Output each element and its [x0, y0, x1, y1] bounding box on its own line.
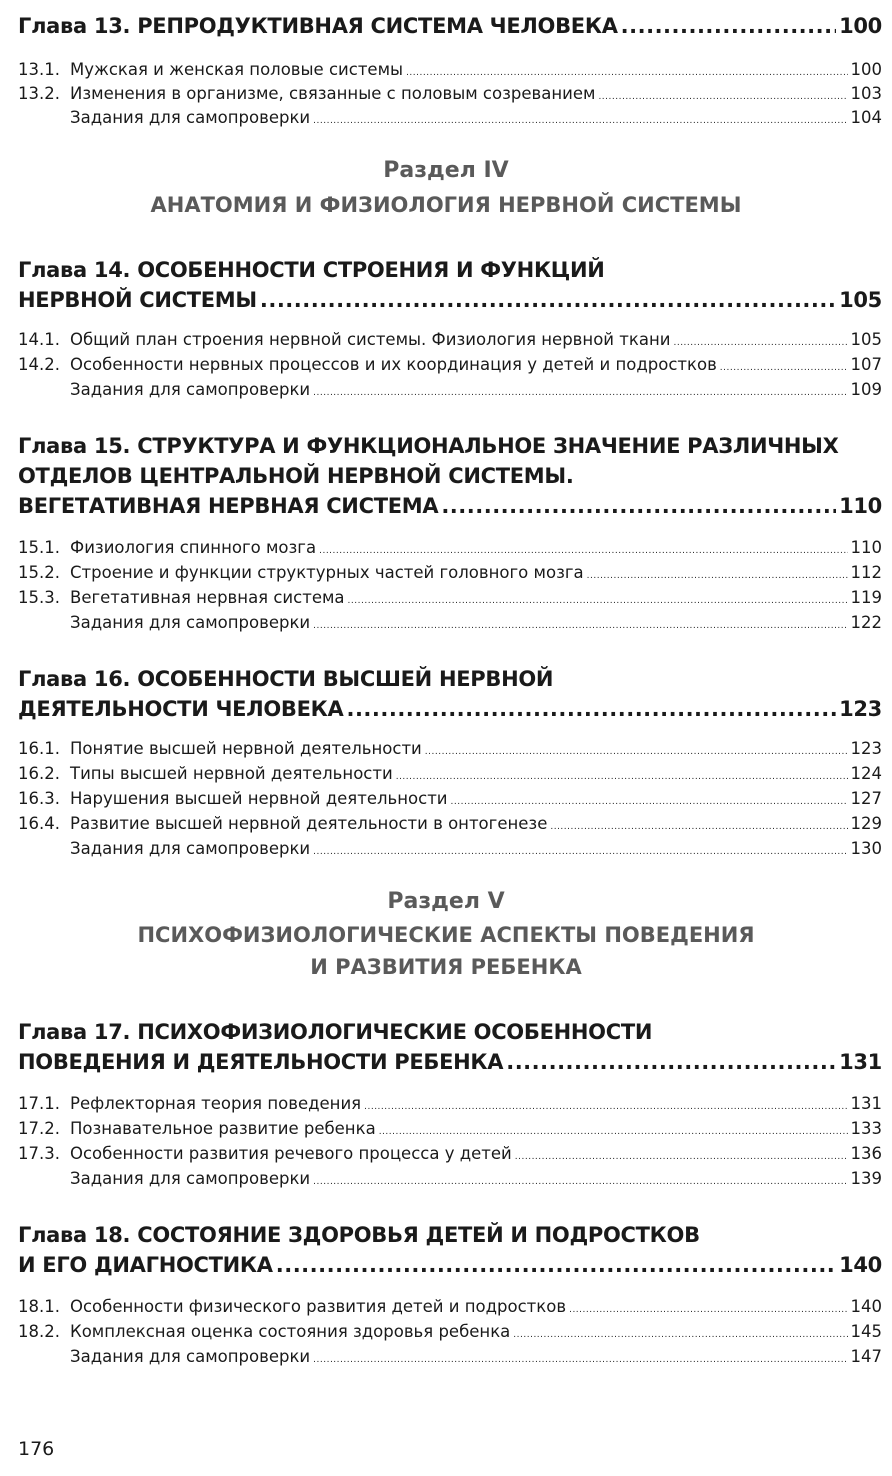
chapter-page: 131	[839, 1050, 882, 1074]
entry-number: 17.3.	[18, 1144, 60, 1163]
entry-page: 122	[850, 613, 882, 632]
entry-page: 136	[850, 1144, 882, 1163]
dot-leader	[506, 1050, 836, 1074]
chapter-title: ДЕЯТЕЛЬНОСТИ ЧЕЛОВЕКА	[18, 697, 344, 721]
dot-leader	[598, 92, 847, 102]
dot-leader	[396, 772, 848, 782]
entry-number: 17.2.	[18, 1119, 60, 1138]
entry-page: 123	[850, 739, 882, 758]
entry-title: Особенности развития речевого процесса у детей	[70, 1144, 512, 1163]
entry-page: 119	[850, 588, 882, 607]
entry-title: Физиология спинного мозга	[70, 538, 317, 557]
entry-title: Рефлекторная теория поведения	[70, 1094, 362, 1113]
toc-entry[interactable]	[18, 1094, 882, 1113]
entry-page: 131	[850, 1094, 882, 1113]
dot-leader	[313, 388, 847, 398]
chapter-title-line: Глава 14. ОСОБЕННОСТИ СТРОЕНИЯ И ФУНКЦИЙ	[18, 258, 605, 282]
entry-number: 13.1.	[18, 60, 60, 79]
chapter-title: НЕРВНОЙ СИСТЕМЫ	[18, 288, 257, 312]
entry-page: 100	[850, 60, 882, 79]
entry-title: Вегетативная нервная система	[70, 588, 345, 607]
dot-leader	[313, 847, 847, 857]
entry-page: 147	[850, 1347, 882, 1366]
entry-title: Задания для самопроверки	[70, 1347, 311, 1366]
entry-page: 129	[850, 814, 882, 833]
entry-title: Нарушения высшей нервной деятельности	[70, 789, 448, 808]
dot-leader	[406, 68, 847, 78]
entry-number: 16.1.	[18, 739, 60, 758]
entry-page: 127	[850, 789, 882, 808]
chapter-18-heading[interactable]	[18, 1253, 882, 1277]
entry-title: Задания для самопроверки	[70, 613, 311, 632]
section-title: ПСИХОФИЗИОЛОГИЧЕСКИЕ АСПЕКТЫ ПОВЕДЕНИЯ	[137, 923, 755, 947]
toc-entry[interactable]	[18, 739, 882, 758]
chapter-page: 140	[839, 1253, 882, 1277]
section-title: И РАЗВИТИЯ РЕБЕНКА	[310, 955, 582, 979]
dot-leader	[550, 822, 847, 832]
entry-title: Задания для самопроверки	[70, 839, 311, 858]
toc-entry[interactable]	[18, 563, 882, 582]
entry-title: Общий план строения нервной системы. Физиология нервной ткани	[70, 330, 671, 349]
entry-page: 107	[850, 355, 882, 374]
entry-number: 15.1.	[18, 538, 60, 557]
dot-leader	[276, 1253, 836, 1277]
entry-page: 133	[850, 1119, 882, 1138]
entry-number: 16.4.	[18, 814, 60, 833]
toc-entry[interactable]	[18, 60, 882, 79]
entry-title: Задания для самопроверки	[70, 1169, 311, 1188]
dot-leader	[621, 14, 836, 38]
entry-page: 109	[850, 380, 882, 399]
chapter-title: ВЕГЕТАТИВНАЯ НЕРВНАЯ СИСТЕМА	[18, 494, 439, 518]
chapter-title: ПОВЕДЕНИЯ И ДЕЯТЕЛЬНОСТИ РЕБЕНКА	[18, 1050, 504, 1074]
dot-leader	[451, 797, 848, 807]
chapter-15-heading[interactable]	[18, 494, 882, 518]
dot-leader	[569, 1305, 847, 1315]
toc-entry[interactable]	[18, 108, 882, 127]
chapter-page: 100	[839, 14, 882, 38]
dot-leader	[313, 1177, 847, 1187]
entry-title: Задания для самопроверки	[70, 108, 311, 127]
entry-page: 145	[850, 1322, 882, 1341]
chapter-title-line: Глава 16. ОСОБЕННОСТИ ВЫСШЕЙ НЕРВНОЙ	[18, 667, 554, 691]
section-label: Раздел IV	[383, 158, 509, 183]
entry-page: 130	[850, 839, 882, 858]
entry-page: 140	[850, 1297, 882, 1316]
entry-number: 15.2.	[18, 563, 60, 582]
entry-title: Строение и функции структурных частей головного мозга	[70, 563, 584, 582]
entry-title: Особенности нервных процессов и их координация у детей и подростков	[70, 355, 717, 374]
toc-entry[interactable]	[18, 1119, 882, 1138]
toc-entry[interactable]	[18, 764, 882, 783]
entry-number: 14.1.	[18, 330, 60, 349]
entry-number: 14.2.	[18, 355, 60, 374]
entry-page: 104	[850, 108, 882, 127]
entry-page: 124	[850, 764, 882, 783]
entry-number: 18.2.	[18, 1322, 60, 1341]
entry-page: 112	[850, 563, 882, 582]
dot-leader	[348, 596, 848, 606]
chapter-page: 110	[839, 494, 882, 518]
entry-title: Изменения в организме, связанные с половым созреванием	[70, 84, 596, 103]
entry-number: 13.2.	[18, 84, 60, 103]
entry-title: Познавательное развитие ребенка	[70, 1119, 376, 1138]
entry-number: 16.2.	[18, 764, 60, 783]
toc-entry[interactable]	[18, 538, 882, 557]
chapter-title: Глава 13. РЕПРОДУКТИВНАЯ СИСТЕМА ЧЕЛОВЕКА	[18, 14, 618, 38]
dot-leader	[346, 697, 836, 721]
toc-entry[interactable]	[18, 1322, 882, 1341]
chapter-title: И ЕГО ДИАГНОСТИКА	[18, 1253, 273, 1277]
chapter-14-heading[interactable]	[18, 288, 882, 312]
chapter-title-line: ОТДЕЛОВ ЦЕНТРАЛЬНОЙ НЕРВНОЙ СИСТЕМЫ.	[18, 464, 574, 488]
entry-title: Мужская и женская половые системы	[70, 60, 404, 79]
chapter-16-heading[interactable]	[18, 697, 882, 721]
toc-entry[interactable]	[18, 588, 882, 607]
chapter-page: 123	[839, 697, 882, 721]
entry-number: 18.1.	[18, 1297, 60, 1316]
toc-entry[interactable]	[18, 84, 882, 103]
chapter-13-heading[interactable]	[18, 14, 882, 38]
dot-leader	[515, 1152, 848, 1162]
entry-page: 139	[850, 1169, 882, 1188]
dot-leader	[260, 288, 836, 312]
entry-title: Задания для самопроверки	[70, 380, 311, 399]
toc-entry[interactable]	[18, 1169, 882, 1188]
dot-leader	[720, 363, 848, 373]
toc-entry[interactable]	[18, 380, 882, 399]
dot-leader	[673, 338, 847, 348]
dot-leader	[379, 1127, 848, 1137]
entry-number: 16.3.	[18, 789, 60, 808]
entry-title: Комплексная оценка состояния здоровья ребенка	[70, 1322, 511, 1341]
dot-leader	[513, 1330, 847, 1340]
entry-title: Понятие высшей нервной деятельности	[70, 739, 422, 758]
toc-entry[interactable]	[18, 330, 882, 349]
section-title: АНАТОМИЯ И ФИЗИОЛОГИЯ НЕРВНОЙ СИСТЕМЫ	[150, 193, 742, 217]
dot-leader	[313, 116, 847, 126]
dot-leader	[319, 546, 847, 556]
section-label: Раздел V	[387, 889, 505, 914]
entry-number: 15.3.	[18, 588, 60, 607]
entry-title: Развитие высшей нервной деятельности в онтогенезе	[70, 814, 548, 833]
toc-entry[interactable]	[18, 814, 882, 833]
entry-page: 110	[850, 538, 882, 557]
toc-entry[interactable]	[18, 355, 882, 374]
entry-page: 103	[850, 84, 882, 103]
toc-entry[interactable]	[18, 613, 882, 632]
dot-leader	[441, 494, 836, 518]
entry-page: 105	[850, 330, 882, 349]
chapter-title-line: Глава 18. СОСТОЯНИЕ ЗДОРОВЬЯ ДЕТЕЙ И ПОДРОСТКОВ	[18, 1223, 700, 1247]
toc-entry[interactable]	[18, 1144, 882, 1163]
entry-title: Типы высшей нервной деятельности	[70, 764, 393, 783]
chapter-title-line: Глава 17. ПСИХОФИЗИОЛОГИЧЕСКИЕ ОСОБЕННОСТИ	[18, 1020, 653, 1044]
dot-leader	[313, 621, 847, 631]
entry-number: 17.1.	[18, 1094, 60, 1113]
chapter-page: 105	[839, 288, 882, 312]
toc-entry[interactable]	[18, 839, 882, 858]
dot-leader	[313, 1355, 847, 1365]
toc-entry[interactable]	[18, 1297, 882, 1316]
dot-leader	[425, 747, 848, 757]
chapter-title-line: Глава 15. СТРУКТУРА И ФУНКЦИОНАЛЬНОЕ ЗНАЧЕНИЕ РАЗЛИЧНЫХ	[18, 434, 839, 458]
toc-entry[interactable]	[18, 789, 882, 808]
toc-entry[interactable]	[18, 1347, 882, 1366]
entry-title: Особенности физического развития детей и подростков	[70, 1297, 567, 1316]
dot-leader	[364, 1102, 847, 1112]
chapter-17-heading[interactable]	[18, 1050, 882, 1074]
page-number: 176	[18, 1438, 55, 1460]
dot-leader	[587, 571, 848, 581]
